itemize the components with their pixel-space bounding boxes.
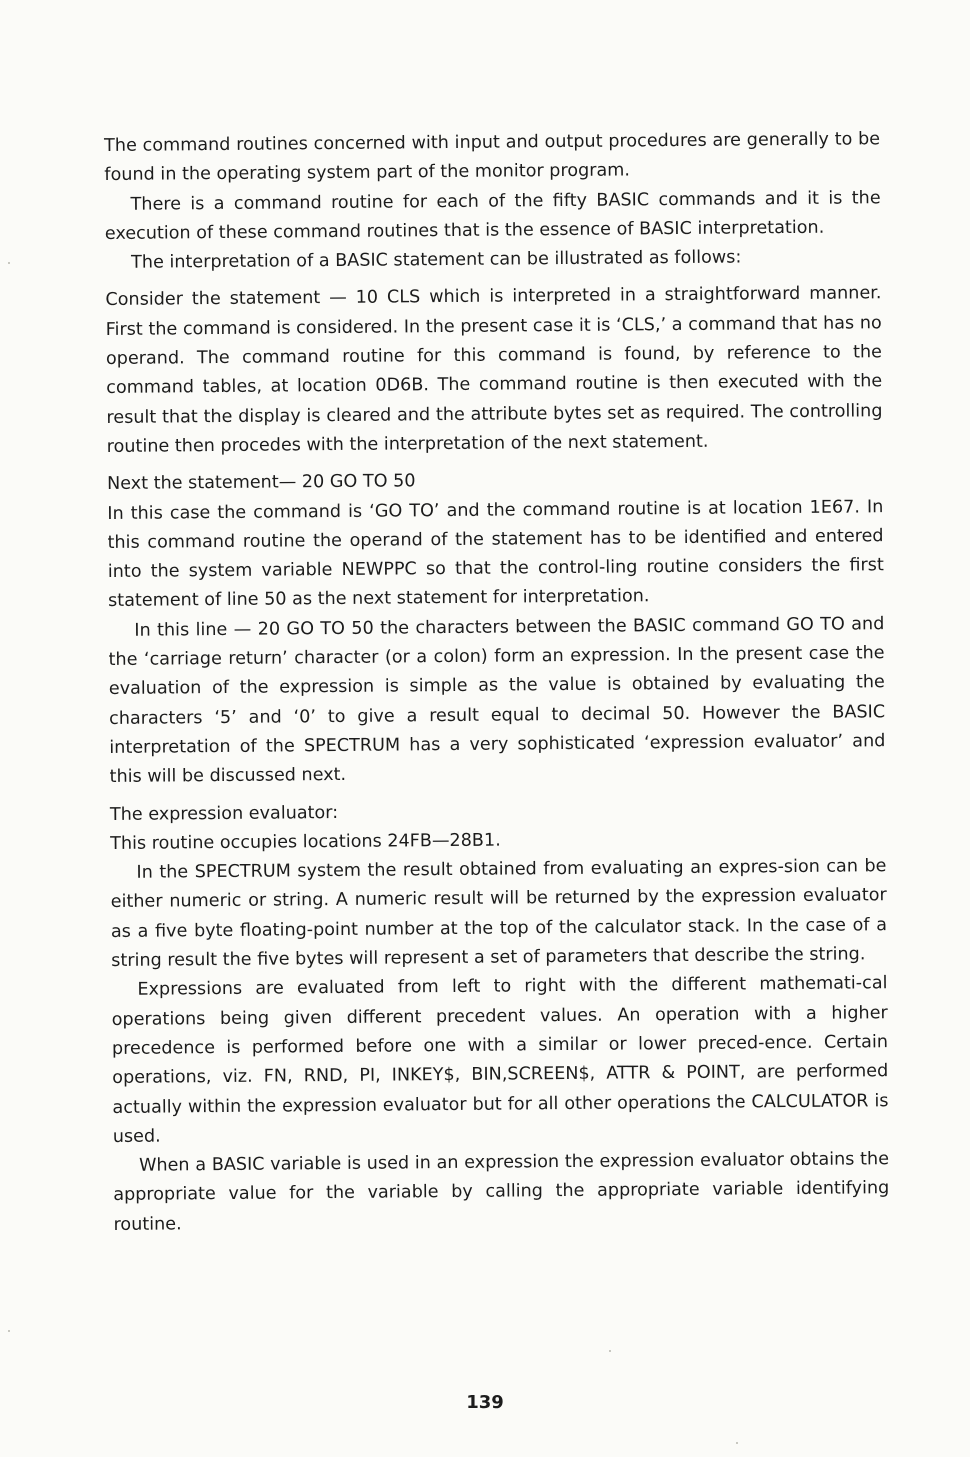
paragraph-evaluator-location: This routine occupies locations 24FB—28B1. <box>110 830 501 854</box>
page-body <box>104 125 890 1240</box>
heading-expression-evaluator: The expression evaluator: <box>109 802 339 825</box>
paragraph-precedence: Expressions are evaluated from left to right with the different mathemati-cal operations being given different precedent values. An operation with a higher precedence is performed before one with a similar or lower preced-ence. Certain operations, viz. FN, RND, PI, INKEY$, BIN,SCREEN$, ATTR & POINT, are performed actually within the expression evaluator but for all other operations the CALCULATOR is used. <box>111 973 889 1147</box>
paragraph-goto-statement: Next the statement— 20 GO TO 50 <box>106 471 416 495</box>
page-number: 139 <box>466 1392 504 1413</box>
paragraph-io-routines: The command routines concerned with input and output procedures are generally to be found in the operating system part of the monitor program. <box>104 129 881 186</box>
paragraph-cls-example: Consider the statement — 10 CLS which is interpreted in a straightforward manner. First the command is considered. In the present case it is ‘CLS,’ a command that has no operand. The command routine for this command is found, by reference to the command tables, at location 0D6B. The command routine is then executed with the result that the display is cleared and the attribute bytes set as required. The controlling routine then procedes with the interpretation of the next statement. <box>105 283 883 457</box>
paragraph-interpretation-intro: The interpretation of a BASIC statement can be illustrated as follows: <box>131 247 742 273</box>
paper-speck <box>736 1442 738 1444</box>
paragraph-command-routines: There is a command routine for each of the fifty BASIC commands and it is the execution of these command routines that is the essence of BASIC interpretation. <box>104 187 881 244</box>
paragraph-numeric-or-string: In the SPECTRUM system the result obtained from evaluating an expres-sion can be either numeric or string. A numeric result will be returned by the expression evaluator as a five byte floating-point number at the top of the calculator stack. In the case of a string result the five bytes will represent a set of parameters that describe the string. <box>110 856 888 971</box>
paper-speck <box>8 262 10 264</box>
paper-speck <box>609 1350 611 1352</box>
paper-speck <box>8 1330 10 1332</box>
paragraph-variable-lookup: When a BASIC variable is used in an expression the expression evaluator obtains the appropriate value for the variable by calling the appropriate variable identifying routine. <box>113 1149 890 1235</box>
paragraph-expression-intro: In this line — 20 GO TO 50 the characters between the BASIC command GO TO and the ‘carriage return’ character (or a colon) form an expression. In the present case the evaluation of the expression is simple as the value is obtained by evaluating the characters ‘5’ and ‘0’ to give a result equal to decimal 50. However the BASIC interpretation of the SPECTRUM has a very sophisticated ‘expression evaluator’ and this will be discussed next. <box>108 613 886 788</box>
paragraph-goto-explanation: In this case the command is ‘GO TO’ and the command routine is at location 1E67. In this command routine the operand of the statement has to be identified and entered into the system variable NEWPPC so that the control-ling routine considers the first statement of line 50 as the next statement for interpretation. <box>107 496 884 612</box>
